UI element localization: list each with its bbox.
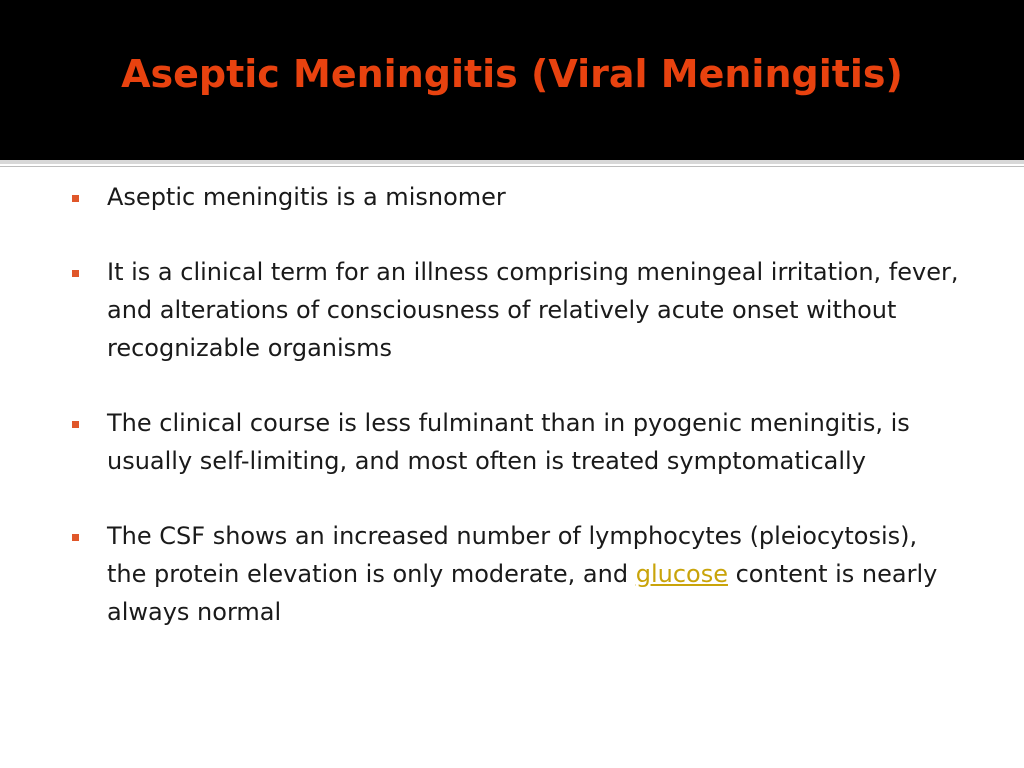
title-bar <box>0 0 1024 160</box>
square-bullet-icon <box>72 534 79 541</box>
divider <box>0 160 1024 164</box>
bullet-text-before: The CSF shows an increased number of lymphocytes (pleiocytosis), the protein elevation is only moderate, and <box>107 522 918 588</box>
square-bullet-icon <box>72 270 79 277</box>
square-bullet-icon <box>72 421 79 428</box>
bullet-item <box>0 404 1024 480</box>
bullet-item <box>0 517 1024 631</box>
bullet-text: The clinical course is less fulminant than in pyogenic meningitis, is usually self-limiting, and most often is treated symptomatically <box>107 409 910 475</box>
bullet-item <box>0 253 1024 367</box>
slide-title: Aseptic Meningitis (Viral Meningitis) <box>121 52 903 96</box>
square-bullet-icon <box>72 195 79 202</box>
bullet-item <box>0 178 1024 216</box>
bullet-list <box>0 178 1024 668</box>
glucose-link[interactable]: glucose <box>635 560 728 588</box>
bullet-text: Aseptic meningitis is a misnomer <box>107 183 506 211</box>
divider <box>0 166 1024 167</box>
bullet-text-after: content is nearly always normal <box>107 560 938 626</box>
bullet-text: It is a clinical term for an illness comprising meningeal irritation, fever, and alterations of consciousness of relatively acute onset without recognizable organisms <box>107 258 959 362</box>
